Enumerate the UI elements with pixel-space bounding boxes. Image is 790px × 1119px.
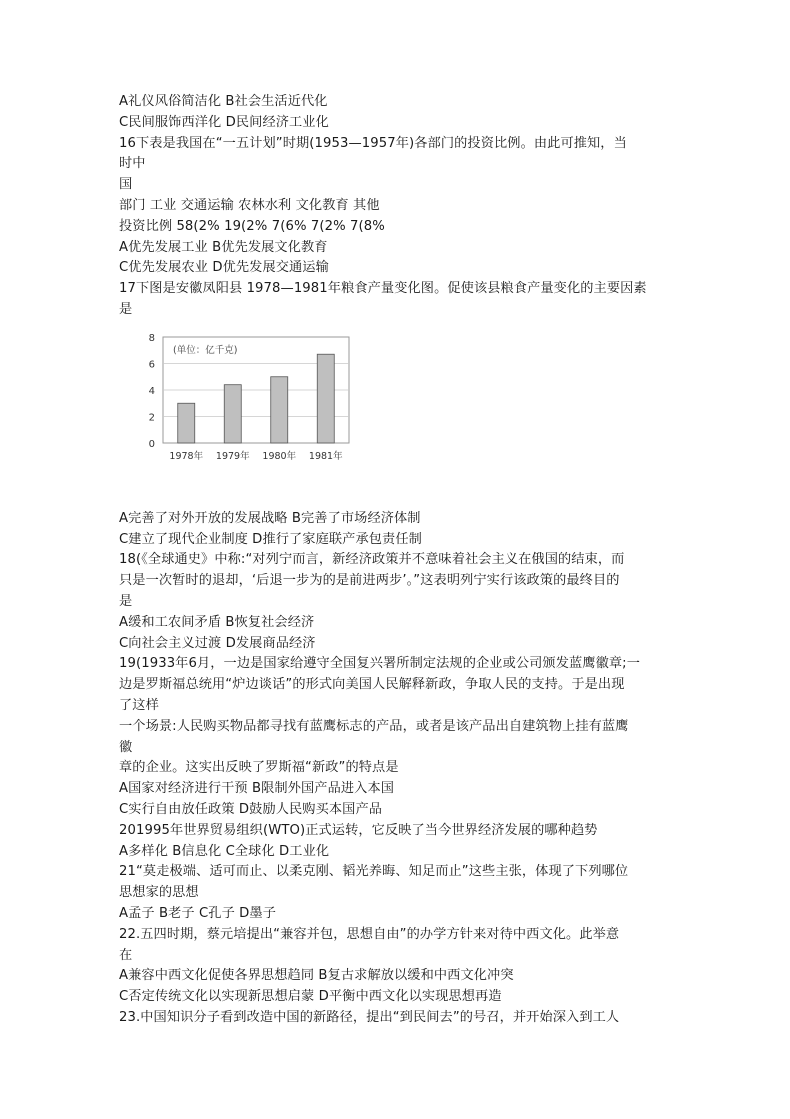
text-line: C实行自由放任政策 D鼓励人民购买本国产品 <box>119 801 383 817</box>
text-block-after-chart <box>119 509 667 1029</box>
x-tick-label: 1978年 <box>169 450 204 462</box>
text-line: A完善了对外开放的发展战略 B完善了市场经济体制 <box>119 510 421 526</box>
text-line: 22.五四时期，蔡元培提出“兼容并包，思想自由”的办学方针来对待中西文化。此举意 <box>119 926 620 942</box>
text-line: A礼仪风俗简洁化 B社会生活近代化 <box>119 94 328 109</box>
text-line: 是 <box>119 301 133 317</box>
text-line: C建立了现代企业制度 D推行了家庭联产承包责任制 <box>119 531 422 547</box>
text-line: 边是罗斯福总统用“炉边谈话”的形式向美国人民解释新政，争取人民的支持。于是出现 <box>119 677 625 693</box>
text-line: 18(《全球通史》中称:“对列宁而言，新经济政策并不意味着社会主义在俄国的结束，而 <box>119 552 625 568</box>
text-line: 时中 <box>119 156 146 172</box>
text-line: A多样化 B信息化 C全球化 D工业化 <box>119 843 330 859</box>
text-line: C向社会主义过渡 D发展商品经济 <box>119 635 316 651</box>
bar <box>317 354 334 443</box>
text-line: 思想家的思想 <box>119 885 199 901</box>
y-tick-label: 0 <box>148 438 155 450</box>
text-line: A孟子 B老子 C孔子 D墨子 <box>119 905 277 921</box>
text-line: 部门 工业 交通运输 农林水利 文化教育 其他 <box>119 197 380 213</box>
text-line: 21“莫走极端、适可而止、以柔克刚、韬光养晦、知足而止”这些主张，体现了下列哪位 <box>119 864 629 880</box>
document-page <box>119 92 667 1029</box>
text-line: 一个场景:人民购买物品都寻找有蓝鹰标志的产品，或者是该产品出自建筑物上挂有蓝鹰 <box>119 718 629 734</box>
y-tick-label: 4 <box>148 385 155 397</box>
bar <box>271 377 288 443</box>
text-line: A优先发展工业 B优先发展文化教育 <box>119 239 328 255</box>
text-block-before-chart <box>119 92 667 321</box>
bar <box>224 384 241 442</box>
y-tick-label: 6 <box>148 359 155 371</box>
text-line: 23.中国知识分子看到改造中国的新路径，提出“到民间去”的号召，并开始深入到工人 <box>119 1009 620 1025</box>
unit-annotation: (单位：亿千克) <box>173 344 238 356</box>
text-line: 只是一次暂时的退却，‘后退一步为的是前进两步’。”这表明列宁实行该政策的最终目的 <box>119 573 620 589</box>
text-line: 19(1933年6月，一边是国家给遵守全国复兴署所制定法规的企业或公司颁发蓝鹰徽章;一 <box>119 656 640 672</box>
text-line: A国家对经济进行干预 B限制外国产品进入本国 <box>119 781 395 797</box>
grain-output-chart <box>119 331 667 505</box>
text-line: 徽 <box>119 739 133 755</box>
text-line: 在 <box>119 947 133 963</box>
text-line: 了这样 <box>119 697 159 713</box>
text-line: 国 <box>119 177 133 193</box>
text-line: C否定传统文化以实现新思想启蒙 D平衡中西文化以实现思想再造 <box>119 989 502 1005</box>
text-line: 是 <box>119 593 133 609</box>
text-line: 16下表是我国在“一五计划”时期(1953—1957年)各部门的投资比例。由此可推知，当 <box>119 135 627 151</box>
text-line: 投资比例 58(2% 19(2% 7(6% 7(2% 7(8% <box>119 218 385 234</box>
chart-svg <box>137 331 357 505</box>
y-tick-label: 8 <box>148 332 155 344</box>
text-line: A缓和工农间矛盾 B恢复社会经济 <box>119 614 315 630</box>
text-line: 章的企业。这实出反映了罗斯福“新政”的特点是 <box>119 760 399 776</box>
x-tick-label: 1979年 <box>215 450 250 462</box>
y-tick-label: 2 <box>148 412 155 424</box>
text-line: C民间服饰西洋化 D民间经济工业化 <box>119 114 329 130</box>
text-line: 201995年世界贸易组织(WTO)正式运转，它反映了当今世界经济发展的哪种趋势 <box>119 822 598 838</box>
text-line: 17下图是安徽凤阳县 1978—1981年粮食产量变化图。促使该县粮食产量变化的主要因素 <box>119 281 647 297</box>
x-tick-label: 1980年 <box>262 450 297 462</box>
bar <box>178 403 195 443</box>
text-line: A兼容中西文化促使各界思想趋同 B复古求解放以缓和中西文化冲突 <box>119 968 514 984</box>
x-tick-label: 1981年 <box>308 450 343 462</box>
text-line: C优先发展农业 D优先发展交通运输 <box>119 260 329 276</box>
